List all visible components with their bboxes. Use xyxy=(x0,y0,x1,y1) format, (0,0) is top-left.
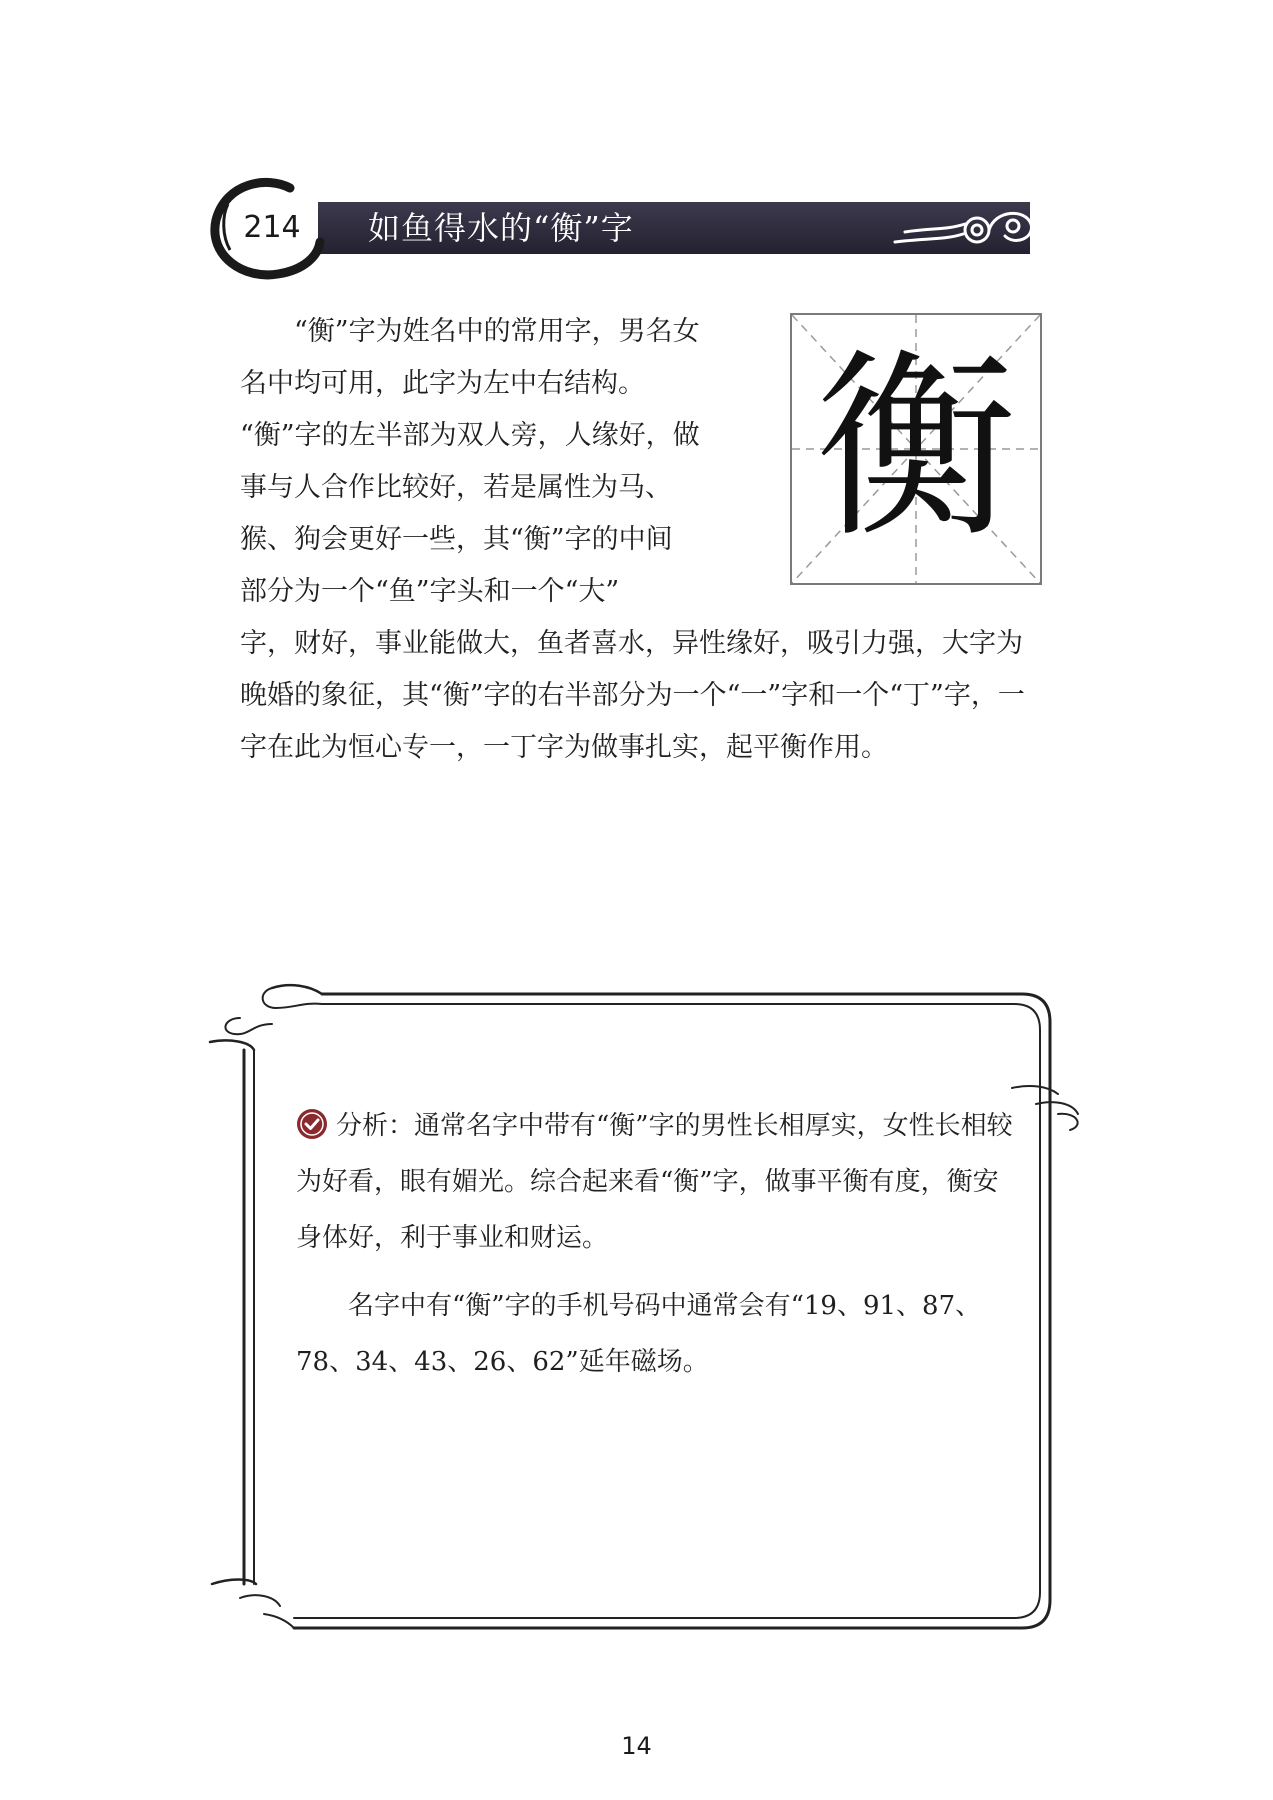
cloud-ornament-icon xyxy=(885,202,1040,254)
check-icon xyxy=(296,1108,328,1140)
body-continuation: 字，财好，事业能做大，鱼者喜水，异性缘好，吸引力强，大字为晚婚的象征，其“衡”字的右半部分为一个“一”字和一个“丁”字，一字在此为恒心专一，一丁字为做事扎实，起平衡作用。 xyxy=(240,628,1025,763)
chapter-number: 214 xyxy=(243,210,301,245)
body-line: “衡”字为姓名中的常用字，男名女 xyxy=(294,316,700,347)
analysis-section xyxy=(296,1098,1016,1390)
body-line: 部分为一个“鱼”字头和一个“大” xyxy=(240,576,620,607)
body-line: 事与人合作比较好，若是属性为马、 xyxy=(240,472,672,503)
chapter-title: 如鱼得水的“衡”字 xyxy=(368,209,634,247)
page-number: 14 xyxy=(621,1732,652,1760)
analysis-paragraph xyxy=(296,1098,1016,1266)
analysis-text: 通常名字中带有“衡”字的男性长相厚实，女性长相较为好看，眼有媚光。综合起来看“衡”字，做事平衡有度，衡安身体好，利于事业和财运。 xyxy=(296,1111,1013,1253)
body-line: “衡”字的左半部为双人旁，人缘好，做 xyxy=(240,420,700,451)
body-line: 名中均可用，此字为左中右结构。 xyxy=(240,368,645,399)
analysis-label: 分析： xyxy=(336,1111,415,1141)
featured-character: 衡 xyxy=(815,332,1016,565)
phone-note: 名字中有“衡”字的手机号码中通常会有“19、91、87、78、34、43、26、62”延年磁场。 xyxy=(296,1291,982,1377)
body-line: 猴、狗会更好一些，其“衡”字的中间 xyxy=(240,524,673,555)
body-text xyxy=(240,306,1046,774)
